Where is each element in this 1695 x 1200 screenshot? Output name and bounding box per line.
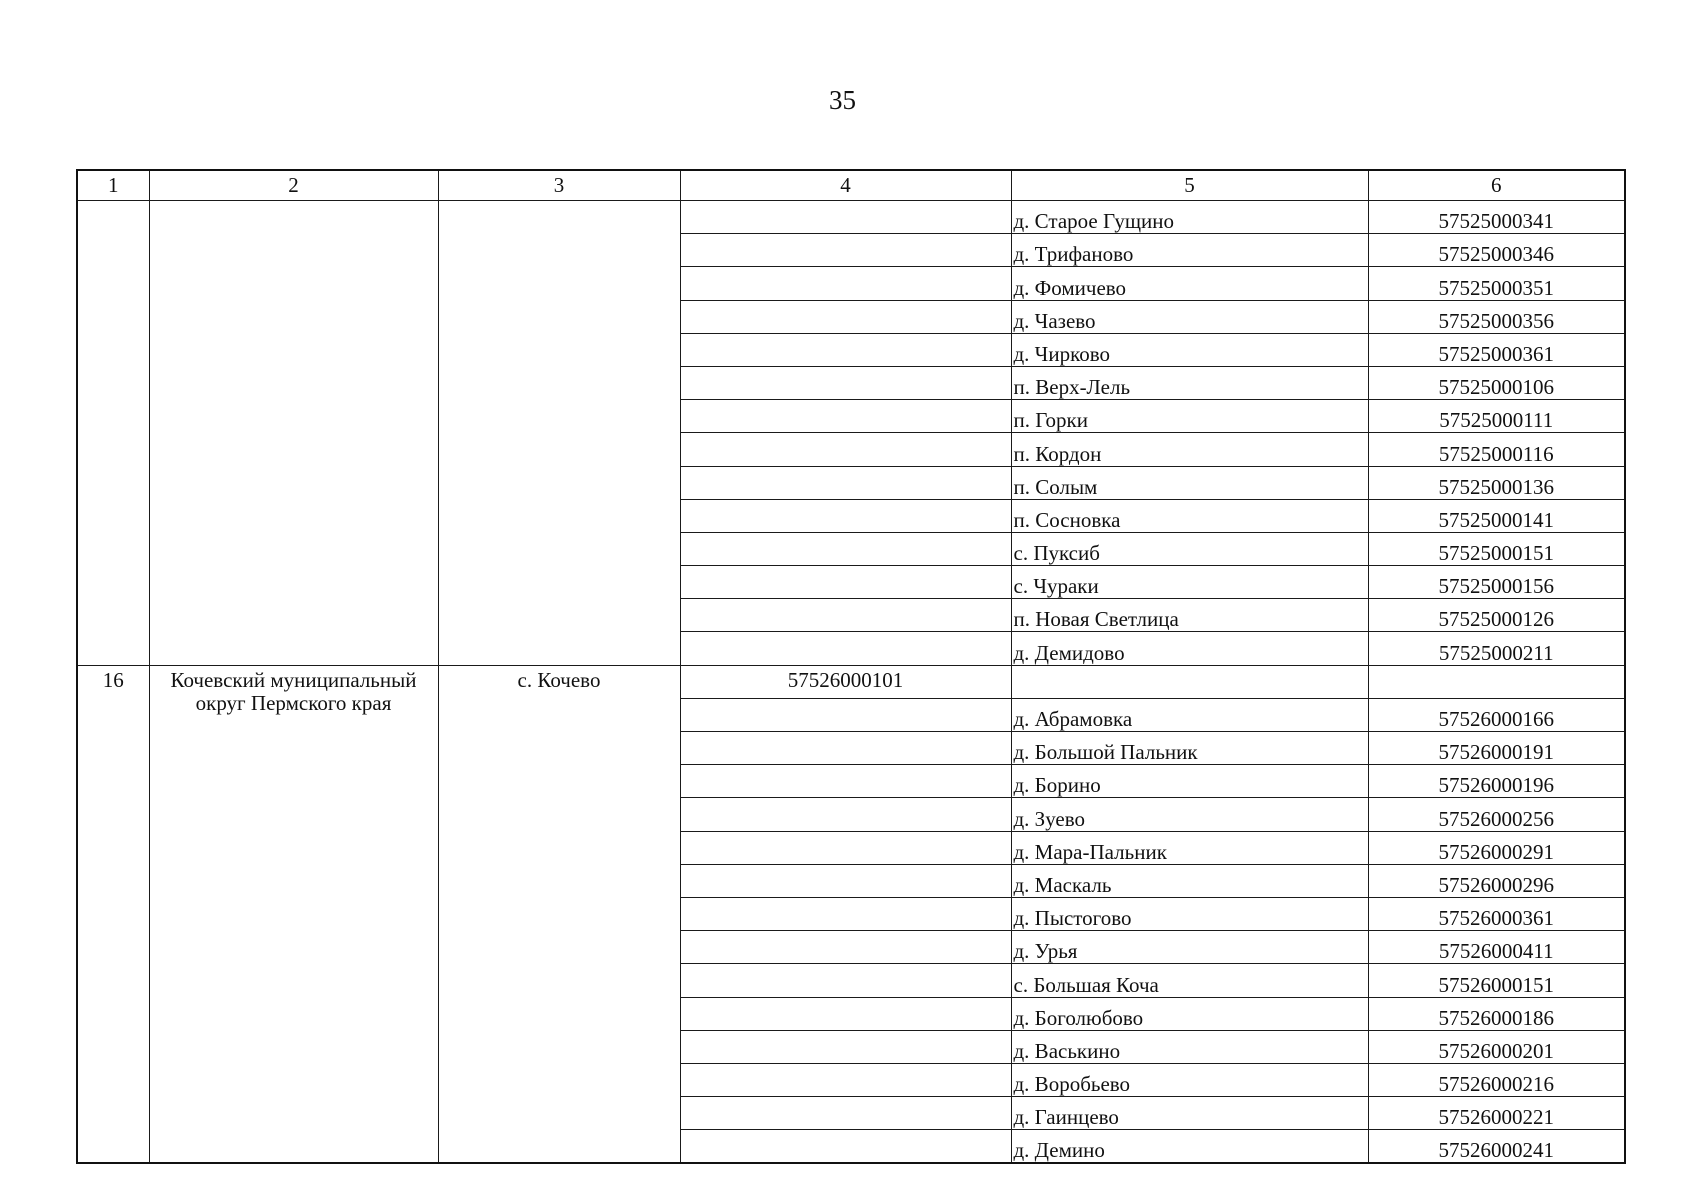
settlement-code: 57525000106	[1368, 366, 1625, 399]
settlement-code: 57525000211	[1368, 632, 1625, 665]
center-code-cell	[680, 366, 1011, 399]
settlement-name: д. Чазево	[1011, 300, 1368, 333]
settlement-code: 57526000296	[1368, 864, 1625, 897]
settlement-name: д. Маскаль	[1011, 864, 1368, 897]
center-code-cell	[680, 400, 1011, 433]
settlement-name: д. Зуево	[1011, 798, 1368, 831]
center-code-cell	[680, 897, 1011, 930]
settlement-name: п. Новая Светлица	[1011, 599, 1368, 632]
center-code-cell	[680, 1097, 1011, 1130]
settlement-code: 57526000241	[1368, 1130, 1625, 1164]
column-header: 1	[77, 170, 149, 201]
settlement-code: 57525000111	[1368, 400, 1625, 433]
settlement-code: 57526000196	[1368, 765, 1625, 798]
settlement-name: д. Трифаново	[1011, 234, 1368, 267]
settlement-name: д. Боголюбово	[1011, 997, 1368, 1030]
settlements-table	[76, 169, 1626, 1164]
table-row	[77, 665, 1625, 698]
settlement-code: 57525000346	[1368, 234, 1625, 267]
settlement-code: 57525000116	[1368, 433, 1625, 466]
settlement-name: д. Борино	[1011, 765, 1368, 798]
center-code-cell	[680, 201, 1011, 234]
settlement-name: п. Верх-Лель	[1011, 366, 1368, 399]
settlement-name: д. Гаинцево	[1011, 1097, 1368, 1130]
settlement-name: с. Чураки	[1011, 566, 1368, 599]
center-code-cell	[680, 267, 1011, 300]
settlement-code: 57525000356	[1368, 300, 1625, 333]
settlement-name: п. Горки	[1011, 400, 1368, 433]
center-code-cell	[680, 698, 1011, 731]
settlement-name: д. Урья	[1011, 931, 1368, 964]
settlement-name	[1011, 665, 1368, 698]
district-cell: Кочевский муниципальный округ Пермского края	[149, 665, 438, 1163]
center-cell: с. Кочево	[438, 665, 680, 1163]
center-code-cell	[680, 566, 1011, 599]
header-row	[77, 170, 1625, 201]
center-code-cell	[680, 997, 1011, 1030]
table-row	[77, 201, 1625, 234]
settlement-code: 57525000151	[1368, 532, 1625, 565]
center-code-cell	[680, 632, 1011, 665]
center-code-cell	[680, 1130, 1011, 1164]
settlement-code: 57526000291	[1368, 831, 1625, 864]
settlement-code: 57526000411	[1368, 931, 1625, 964]
column-header: 2	[149, 170, 438, 201]
center-code-cell	[680, 599, 1011, 632]
settlement-code: 57526000186	[1368, 997, 1625, 1030]
settlement-code: 57526000216	[1368, 1063, 1625, 1096]
settlement-code: 57525000126	[1368, 599, 1625, 632]
center-code-cell	[680, 798, 1011, 831]
row-number-cell	[77, 201, 149, 666]
column-header: 4	[680, 170, 1011, 201]
settlement-code: 57525000156	[1368, 566, 1625, 599]
center-code-cell	[680, 864, 1011, 897]
settlement-code: 57525000136	[1368, 466, 1625, 499]
center-code-cell: 57526000101	[680, 665, 1011, 698]
column-header: 5	[1011, 170, 1368, 201]
column-header: 3	[438, 170, 680, 201]
page-number: 35	[829, 85, 856, 115]
settlement-code: 57525000141	[1368, 499, 1625, 532]
district-cell	[149, 201, 438, 666]
settlement-code: 57526000221	[1368, 1097, 1625, 1130]
settlement-name: д. Васькино	[1011, 1030, 1368, 1063]
settlement-name: п. Сосновка	[1011, 499, 1368, 532]
settlement-name: д. Большой Пальник	[1011, 732, 1368, 765]
center-code-cell	[680, 1030, 1011, 1063]
center-code-cell	[680, 333, 1011, 366]
center-code-cell	[680, 300, 1011, 333]
center-code-cell	[680, 234, 1011, 267]
center-code-cell	[680, 732, 1011, 765]
settlement-name: д. Абрамовка	[1011, 698, 1368, 731]
center-code-cell	[680, 1063, 1011, 1096]
settlement-name: п. Солым	[1011, 466, 1368, 499]
settlement-name: д. Фомичево	[1011, 267, 1368, 300]
center-code-cell	[680, 532, 1011, 565]
settlement-code: 57526000191	[1368, 732, 1625, 765]
settlement-code: 57526000151	[1368, 964, 1625, 997]
settlement-name: д. Воробьево	[1011, 1063, 1368, 1096]
settlement-code: 57525000341	[1368, 201, 1625, 234]
center-code-cell	[680, 964, 1011, 997]
settlement-code: 57525000361	[1368, 333, 1625, 366]
settlement-code: 57526000256	[1368, 798, 1625, 831]
settlement-name: д. Старое Гущино	[1011, 201, 1368, 234]
settlement-name: д. Мара-Пальник	[1011, 831, 1368, 864]
settlement-code: 57525000351	[1368, 267, 1625, 300]
row-number-cell: 16	[77, 665, 149, 1163]
center-code-cell	[680, 466, 1011, 499]
center-code-cell	[680, 765, 1011, 798]
center-code-cell	[680, 433, 1011, 466]
center-code-cell	[680, 499, 1011, 532]
center-cell	[438, 201, 680, 666]
settlement-name: с. Большая Коча	[1011, 964, 1368, 997]
settlement-code: 57526000361	[1368, 897, 1625, 930]
center-code-cell	[680, 831, 1011, 864]
settlement-name: с. Пуксиб	[1011, 532, 1368, 565]
settlement-name: д. Демидово	[1011, 632, 1368, 665]
settlement-name: д. Демино	[1011, 1130, 1368, 1164]
settlement-code: 57526000201	[1368, 1030, 1625, 1063]
center-code-cell	[680, 931, 1011, 964]
settlement-code	[1368, 665, 1625, 698]
settlement-name: п. Кордон	[1011, 433, 1368, 466]
column-header: 6	[1368, 170, 1625, 201]
settlement-name: д. Пыстогово	[1011, 897, 1368, 930]
settlement-name: д. Чирково	[1011, 333, 1368, 366]
settlement-code: 57526000166	[1368, 698, 1625, 731]
